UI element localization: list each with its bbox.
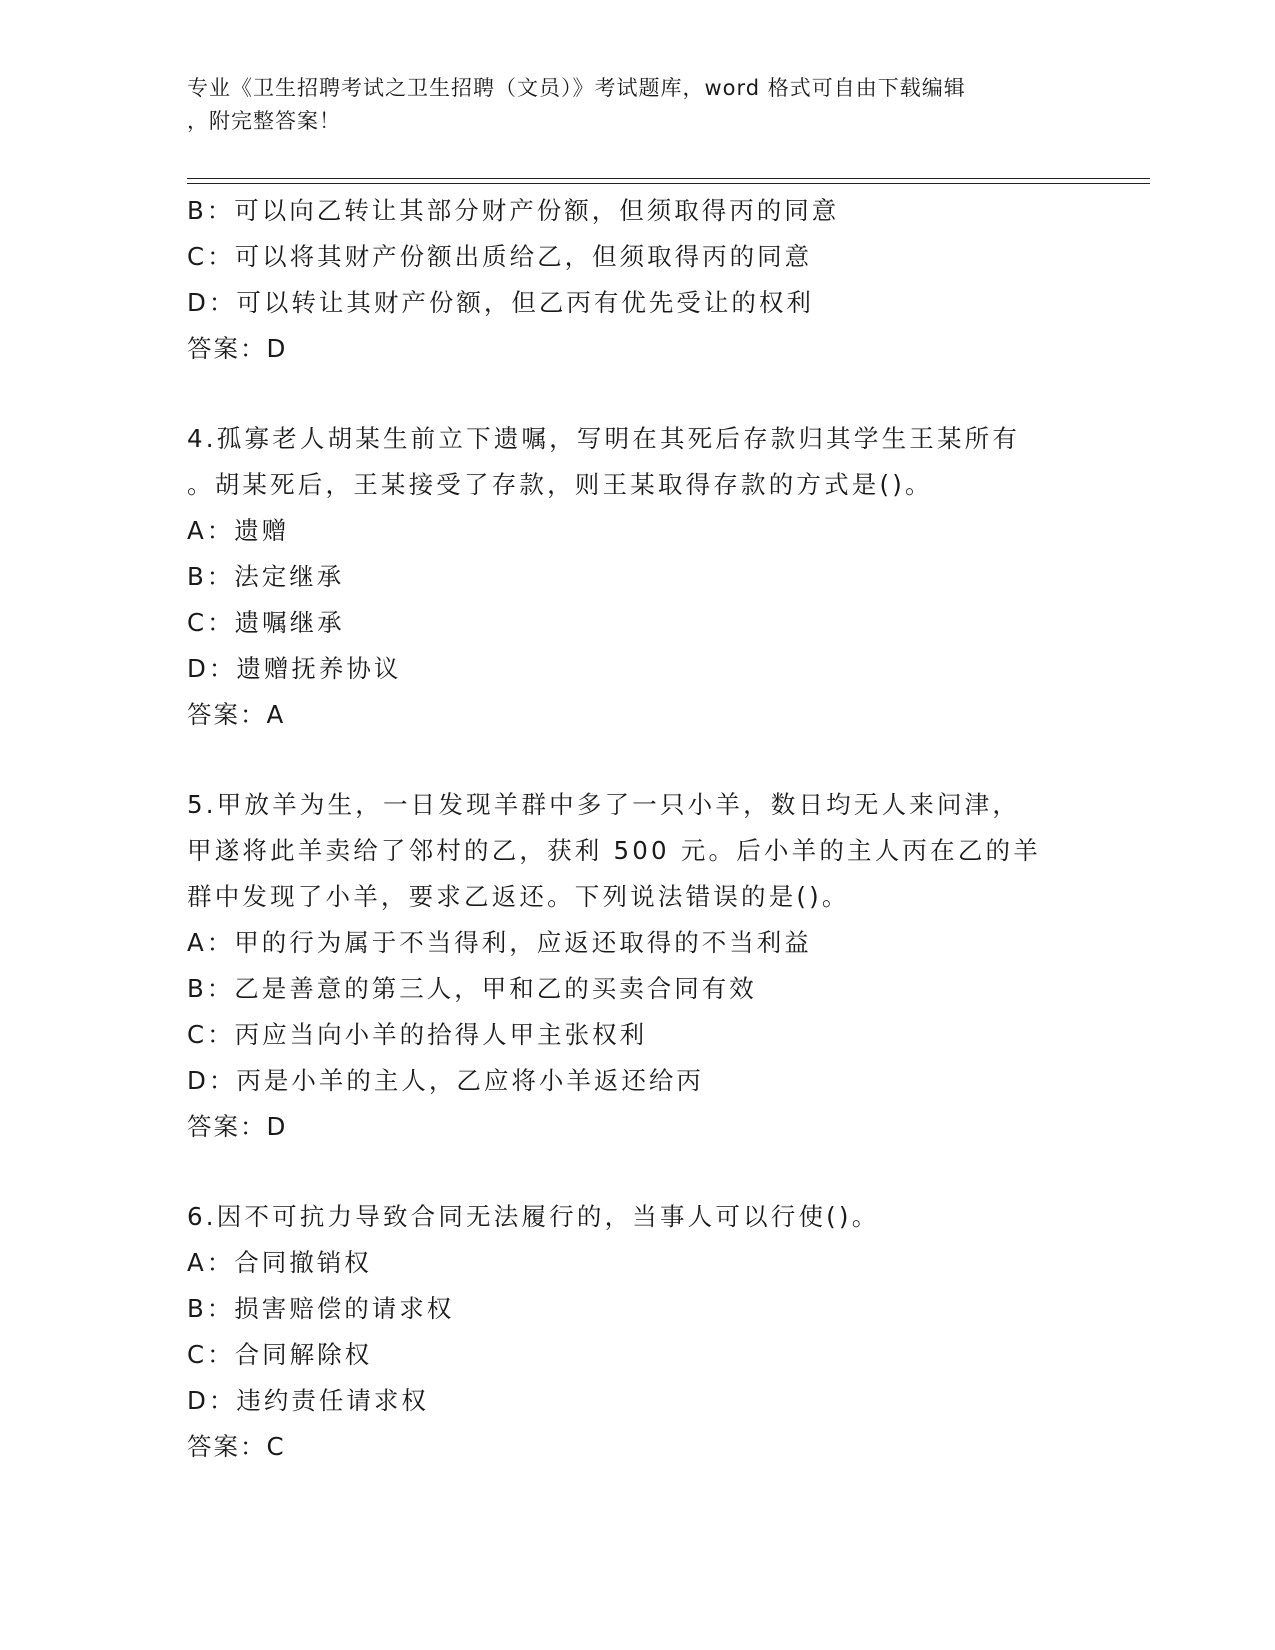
header-line-2: ，附完整答案！ [187,109,341,133]
answer: 答案：D [187,1112,288,1141]
answer: 答案：D [187,334,288,363]
header-line-1: 专业《卫生招聘考试之卫生招聘（文员）》考试题库，word 格式可自由下载编辑 [187,76,966,100]
option-c: C：丙应当向小羊的拾得人甲主张权利 [187,1020,648,1049]
option-b: B：乙是善意的第三人，甲和乙的买卖合同有效 [187,974,757,1003]
question-5 [187,782,1087,1150]
option-b: B：可以向乙转让其部分财产份额，但须取得丙的同意 [187,196,840,225]
option-c: C：遗嘱继承 [187,608,345,637]
question-3 [187,188,1087,372]
option-c: C：合同解除权 [187,1340,373,1369]
question-text-line: 5.甲放羊为生，一日发现羊群中多了一只小羊，数日均无人来问津， [187,790,1021,819]
header-divider-bottom [187,183,1150,184]
question-text-line: 群中发现了小羊，要求乙返还。下列说法错误的是()。 [187,882,850,911]
question-list [187,188,1087,1470]
answer: 答案：C [187,1432,286,1461]
option-b: B：法定继承 [187,562,345,591]
question-text [187,416,1087,508]
option-d: D：违约责任请求权 [187,1386,429,1415]
document-header [187,72,1087,138]
question-6 [187,1194,1087,1470]
option-b: B：损害赔偿的请求权 [187,1294,455,1323]
answer: 答案：A [187,700,286,729]
question-text-line: 6.因不可抗力导致合同无法履行的，当事人可以行使()。 [187,1202,880,1231]
option-d: D：遗赠抚养协议 [187,654,402,683]
question-text [187,1194,1087,1240]
option-c: C：可以将其财产份额出质给乙，但须取得丙的同意 [187,242,813,271]
option-a: A：合同撤销权 [187,1248,372,1277]
question-text [187,782,1087,920]
question-text-line: 甲遂将此羊卖给了邻村的乙，获利 500 元。后小羊的主人丙在乙的羊 [187,836,1041,865]
option-a: A：遗赠 [187,516,290,545]
header-divider-top [187,178,1150,179]
option-d: D：丙是小羊的主人，乙应将小羊返还给丙 [187,1066,704,1095]
option-d: D：可以转让其财产份额，但乙丙有优先受让的权利 [187,288,814,317]
option-a: A：甲的行为属于不当得利，应返还取得的不当利益 [187,928,812,957]
question-text-line: 。胡某死后，王某接受了存款，则王某取得存款的方式是()。 [187,470,933,499]
question-text-line: 4.孤寡老人胡某生前立下遗嘱，写明在其死后存款归其学生王某所有 [187,424,1021,453]
question-4 [187,416,1087,738]
